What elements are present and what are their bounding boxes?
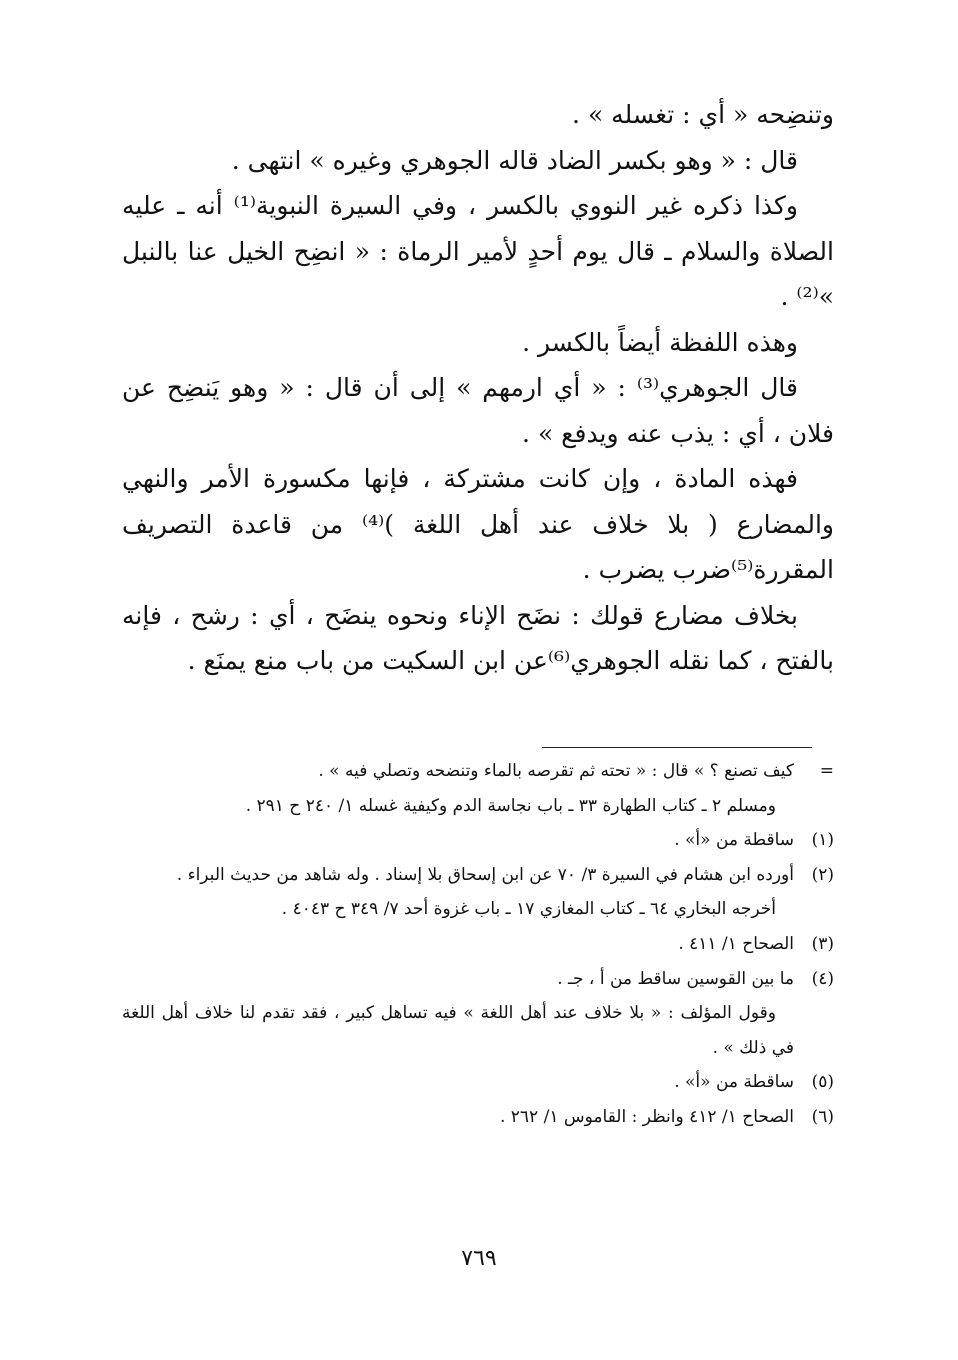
footnote-separator — [542, 747, 812, 748]
main-text — [122, 92, 834, 684]
footnote — [122, 1100, 834, 1135]
footnote-text: كيف تصنع ؟ » قال : « تحته ثم تقرصه بالماء وتنضحه وتصلي فيه » . — [318, 761, 794, 781]
footnote — [122, 754, 834, 789]
footnote-number: (١) — [811, 830, 834, 851]
page-number: ٧٦٩ — [461, 1246, 497, 1271]
paragraph: فهذه المادة ، وإن كانت مشتركة ، فإنها مكسورة الأمر والنهي والمضارع ( بلا خلاف عند أهل اللغة )⁽⁴⁾ من قاعدة التصريف المقررة⁽⁵⁾ضرب يضرب . — [122, 464, 835, 584]
footnote — [122, 789, 834, 824]
footnote-number: = — [819, 761, 834, 781]
footnote-text: وقول المؤلف : « بلا خلاف عند أهل اللغة » فيه تساهل كبير ، فقد تقدم لنا خلاف أهل اللغة في ذلك » . — [122, 1003, 794, 1058]
footnote-text: ومسلم ٢ ـ كتاب الطهارة ٣٣ ـ باب نجاسة الدم وكيفية غسله ١/ ٢٤٠ ح ٢٩١ . — [245, 795, 776, 816]
footnote-number: (٥) — [811, 1072, 834, 1093]
footnote — [122, 1065, 834, 1100]
footnote-number: (٢) — [811, 864, 834, 885]
footnote — [122, 927, 834, 962]
footnote-text: أخرجه البخاري ٦٤ ـ كتاب المغازي ١٧ ـ باب غزوة أحد ٧/ ٣٤٩ ح ٤٠٤٣ . — [281, 899, 776, 920]
footnote — [122, 858, 834, 893]
paragraph: وتنضِحه « أي : تغسله » . — [572, 100, 834, 129]
footnote-number: (٦) — [811, 1106, 834, 1127]
footnote-number: (٣) — [811, 933, 834, 954]
footnote — [122, 823, 834, 858]
footnote-text: أورده ابن هشام في السيرة ٣/ ٧٠ عن ابن إسحاق بلا إسناد . وله شاهد من حديث البراء . — [176, 864, 794, 885]
footnote-text: ساقطة من «أ» . — [674, 1072, 794, 1093]
paragraph: وكذا ذكره غير النووي بالكسر ، وفي السيرة النبوية⁽¹⁾ أنه ـ عليه الصلاة والسلام ـ قال يوم أحدٍ لأمير الرماة : « انضِح الخيل عنا بالنبل »⁽²⁾ . — [122, 191, 834, 311]
paragraph: قال الجوهري⁽³⁾ : « أي ارمهم » إلى أن قال : « وهو يَنضِح عن فلان ، أي : يذب عنه ويدفع » . — [122, 373, 834, 448]
footnote — [122, 996, 834, 1065]
footnote-text: الصحاح ١/ ٤١١ . — [678, 933, 794, 954]
footnote — [122, 962, 834, 997]
footnote-text: الصحاح ١/ ٤١٢ وانظر : القاموس ١/ ٢٦٢ . — [499, 1106, 794, 1127]
footnote-text: ما بين القوسين ساقط من أ ، جـ . — [557, 968, 794, 989]
paragraph: وهذه اللفظة أيضاً بالكسر . — [522, 327, 798, 357]
footnote — [122, 892, 834, 927]
footnotes — [122, 754, 834, 1135]
footnote-text: ساقطة من «أ» . — [674, 830, 794, 851]
paragraph: قال : « وهو بكسر الضاد قاله الجوهري وغيره » انتهى . — [231, 145, 798, 175]
paragraph: بخلاف مضارع قولك : نضَح الإناء ونحوه ينضَح ، أي : رشح ، فإنه بالفتح ، كما نقله الجوهري⁽⁶⁾عن ابن السكيت من باب منع يمنَع . — [122, 600, 834, 675]
footnote-number: (٤) — [811, 968, 834, 989]
